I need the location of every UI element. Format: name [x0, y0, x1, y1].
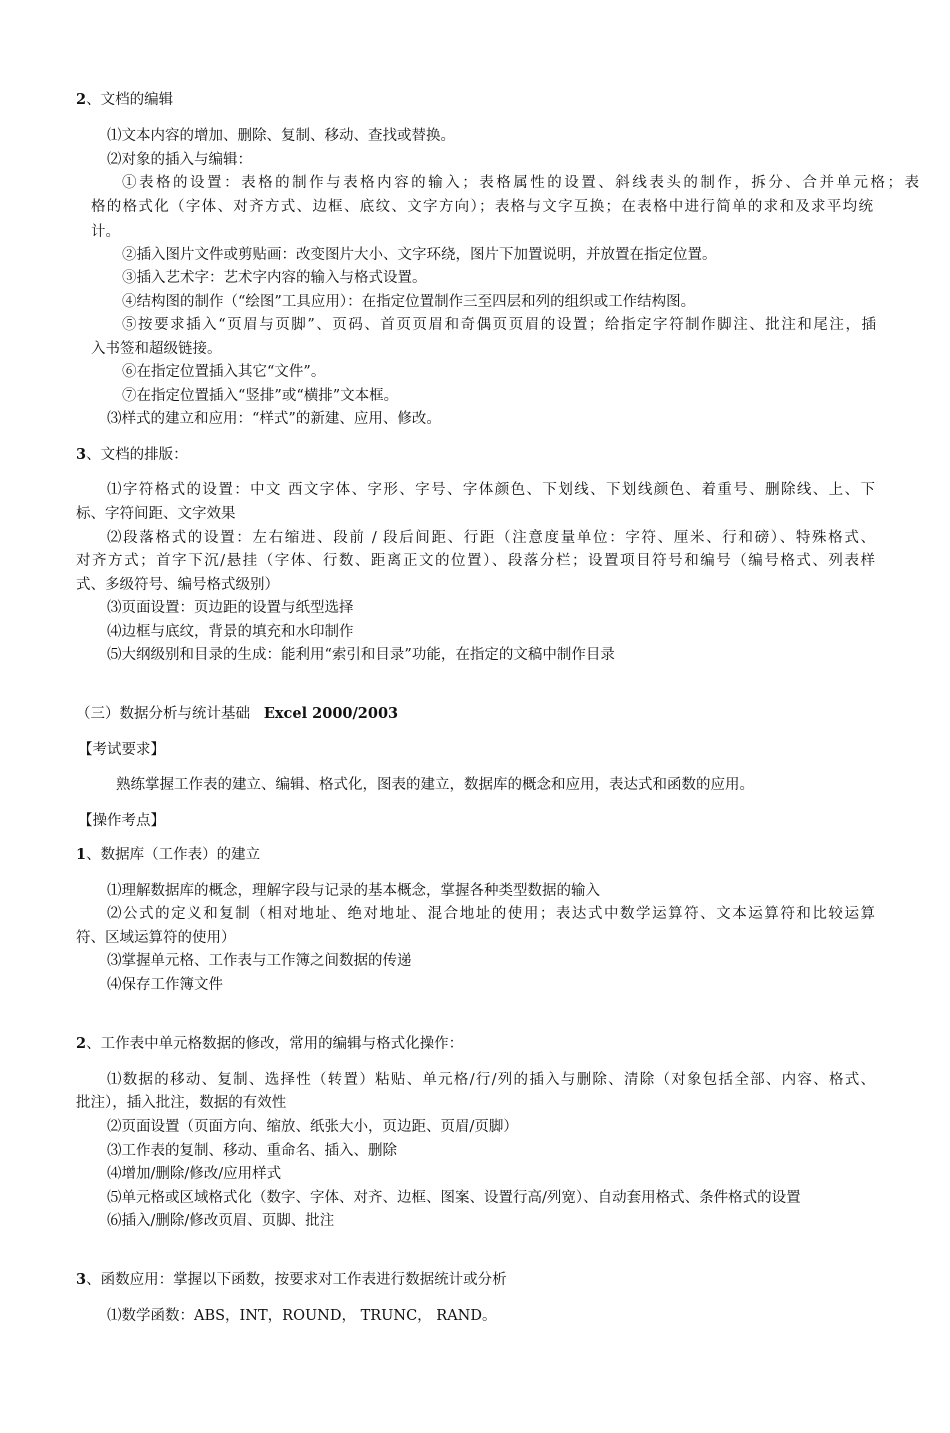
list-item: 入书签和超级链接。 — [91, 341, 222, 357]
section-heading — [76, 1034, 463, 1054]
list-item: ⑴文本内容的增加、删除、复制、移动、查找或替换。 — [107, 128, 455, 144]
list-item: ⑵对象的插入与编辑： — [107, 152, 252, 168]
list-item: ⑷增加/删除/修改/应用样式 — [107, 1166, 282, 1182]
list-item: ⑷边框与底纹，背景的填充和水印制作 — [107, 624, 354, 640]
list-item: 格的格式化（字体、对齐方式、边框、底纹、文字方向）；表格与文字互换；在表格中进行简单的求和及求平均统 — [91, 199, 873, 215]
section-number: 2 — [76, 91, 87, 108]
section-heading-text: 、文档的编辑 — [86, 92, 174, 108]
list-item: 计。 — [91, 224, 120, 240]
list-item: 对齐方式；首字下沉/悬挂（字体、行数、距离正文的位置）、段落分栏；设置项目符号和编号（编号格式、列表样 — [76, 553, 875, 569]
list-item: ⑴字符格式的设置：中文 西文字体、字形、字号、字体颜色、下划线、下划线颜色、着重号、删除线、上、下 — [107, 482, 875, 498]
section-heading-text: 、文档的排版： — [86, 447, 188, 463]
section-heading-text: 、数据库（工作表）的建立 — [86, 847, 261, 863]
exam-requirements-text: 熟练掌握工作表的建立、编辑、格式化，图表的建立，数据库的概念和应用，表达式和函数的应用。 — [116, 777, 754, 793]
section-number: 3 — [76, 446, 87, 463]
section-number: 2 — [76, 1035, 87, 1052]
list-item: ⑴数学函数：ABS，INT，ROUND， TRUNC， RAND。 — [107, 1308, 497, 1324]
list-item: ⑤按要求插入“页眉与页脚”、页码、首页页眉和奇偶页页眉的设置；给指定字符制作脚注、批注和尾注，插 — [122, 317, 876, 333]
list-item: ⑶样式的建立和应用：“样式”的新建、应用、修改。 — [107, 411, 441, 427]
list-item: ⑥在指定位置插入其它“文件”。 — [122, 364, 326, 380]
chapter-title — [76, 704, 398, 724]
operation-points-heading: 【操作考点】 — [78, 813, 165, 829]
list-item: ⑸大纲级别和目录的生成：能利用“索引和目录”功能，在指定的文稿中制作目录 — [107, 647, 615, 663]
list-item: 标、字符间距、文字效果 — [76, 506, 236, 522]
section-heading-text: 、函数应用：掌握以下函数，按要求对工作表进行数据统计或分析 — [86, 1272, 507, 1288]
list-item: 符、区域运算符的使用） — [76, 930, 236, 946]
list-item: ⑴数据的移动、复制、选择性（转置）粘贴、单元格/行/列的插入与删除、清除（对象包括全部、内容、格式、 — [107, 1072, 875, 1088]
section-heading — [76, 445, 188, 465]
list-item: 批注），插入批注，数据的有效性 — [76, 1095, 287, 1111]
section-heading — [76, 90, 173, 110]
list-item: ⑵公式的定义和复制（相对地址、绝对地址、混合地址的使用；表达式中数学运算符、文本运算符和比较运算 — [107, 906, 875, 922]
list-item: ④结构图的制作（“绘图”工具应用）：在指定位置制作三至四层和列的组织或工作结构图。 — [122, 294, 696, 310]
list-item: ⑵页面设置（页面方向、缩放、纸张大小，页边距、页眉/页脚） — [107, 1119, 518, 1135]
section-heading-text: 、工作表中单元格数据的修改，常用的编辑与格式化操作： — [86, 1036, 464, 1052]
chapter-title-text: （三）数据分析与统计基础 — [76, 706, 264, 722]
list-item: 式、多级符号、编号格式级别） — [76, 577, 279, 593]
list-item: ⑶工作表的复制、移动、重命名、插入、删除 — [107, 1143, 397, 1159]
section-number: 1 — [76, 846, 87, 863]
chapter-title-software: Excel 2000/2003 — [263, 705, 399, 722]
exam-requirements-heading: 【考试要求】 — [78, 742, 165, 758]
list-item: ⑦在指定位置插入“竖排”或“横排”文本框。 — [122, 388, 399, 404]
list-item: ⑹插入/删除/修改页眉、页脚、批注 — [107, 1213, 335, 1229]
list-item: ②插入图片文件或剪贴画：改变图片大小、文字环绕，图片下加置说明，并放置在指定位置。 — [122, 247, 717, 263]
list-item: ①表格的设置：表格的制作与表格内容的输入；表格属性的设置、斜线表头的制作，拆分、合并单元格；表 — [122, 175, 919, 191]
list-item: ③插入艺术字：艺术字内容的输入与格式设置。 — [122, 270, 427, 286]
list-item: ⑶掌握单元格、工作表与工作簿之间数据的传递 — [107, 953, 412, 969]
list-item: ⑸单元格或区域格式化（数字、字体、对齐、边框、图案、设置行高/列宽）、自动套用格式、条件格式的设置 — [107, 1190, 801, 1206]
list-item: ⑶页面设置：页边距的设置与纸型选择 — [107, 600, 354, 616]
list-item: ⑴理解数据库的概念，理解字段与记录的基本概念，掌握各种类型数据的输入 — [107, 883, 600, 899]
section-heading — [76, 1270, 507, 1290]
section-number: 3 — [76, 1271, 87, 1288]
section-heading — [76, 845, 260, 865]
list-item: ⑷保存工作簿文件 — [107, 977, 223, 993]
list-item: ⑵段落格式的设置：左右缩进、段前 / 段后间距、行距（注意度量单位：字符、厘米、行和磅）、特殊格式、 — [107, 530, 875, 546]
